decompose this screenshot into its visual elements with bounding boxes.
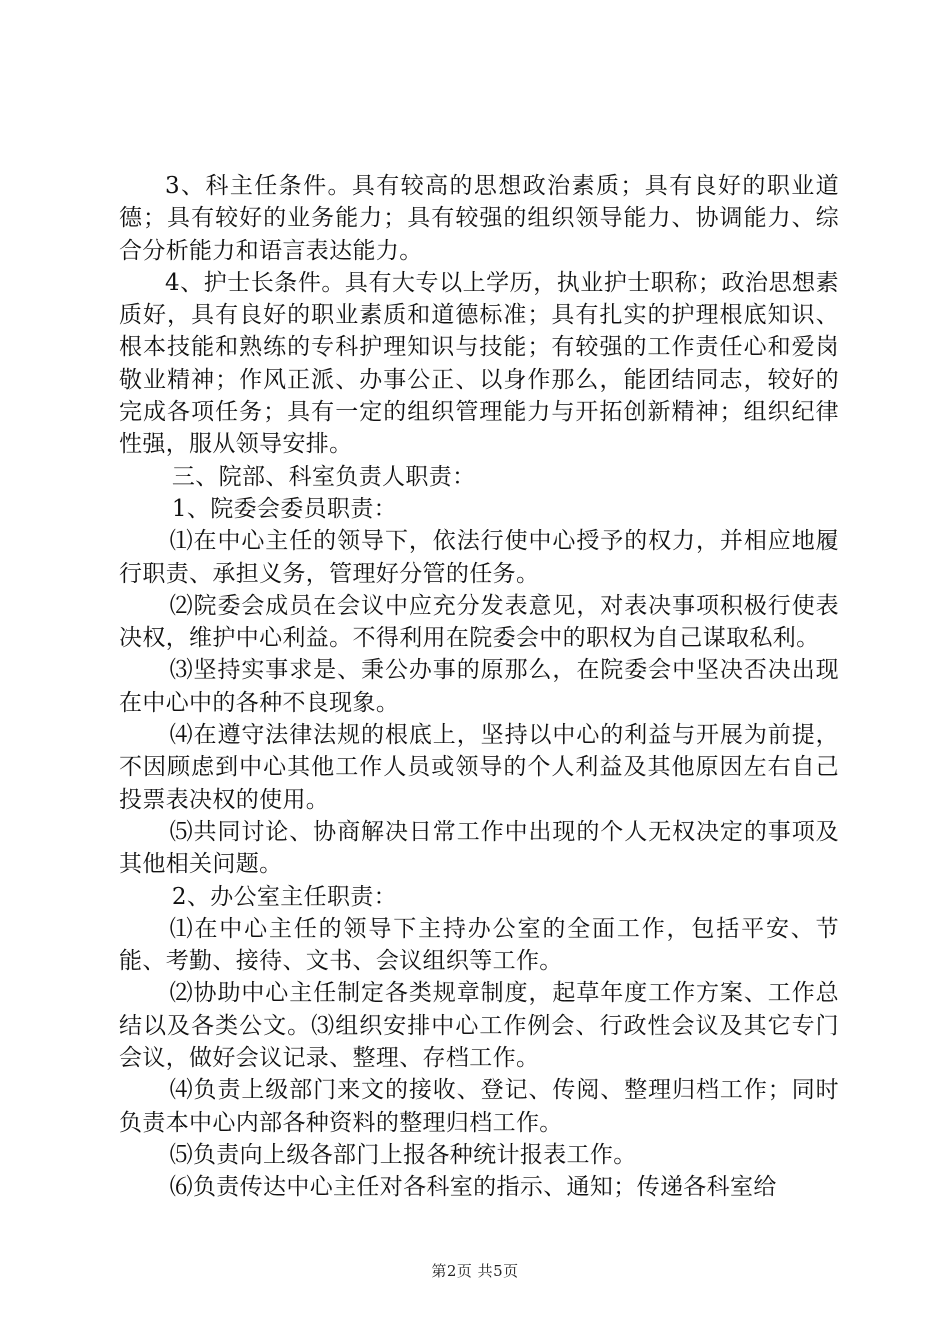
list-item: ⑷负责上级部门来文的接收、登记、传阅、整理归档工作；同时负责本中心内部各种资料的整理归档工作。 (119, 1077, 839, 1136)
section-heading-responsibilities: 三、院部、科室负责人职责： (171, 463, 476, 490)
paragraph-dept-head-conditions: 3、科主任条件。具有较高的思想政治素质；具有良好的职业道德；具有较好的业务能力；具有较强的组织领导能力、协调能力、综合分析能力和语言表达能力。 (119, 173, 839, 264)
page-number-footer: 第2页 共5页 (431, 1262, 519, 1280)
subheading-office-director-duties: 2、办公室主任职责： (171, 883, 398, 910)
list-item: ⑴在中心主任的领导下，依法行使中心授予的权力，并相应地履行职责、承担义务，管理好分管的任务。 (119, 528, 839, 587)
list-item: ⑵协助中心主任制定各类规章制度，起草年度工作方案、工作总结以及各类公文。⑶组织安排中心工作例会、行政性会议及其它专门会议，做好会议记录、整理、存档工作。 (119, 980, 839, 1072)
list-item: ⑸共同讨论、协商解决日常工作中出现的个人无权决定的事项及其他相关问题。 (119, 818, 839, 878)
list-item: ⑸负责向上级各部门上报各种统计报表工作。 (169, 1141, 637, 1168)
list-item: ⑷在遵守法律法规的根底上，坚持以中心的利益与开展为前提，不因顾虑到中心其他工作人员或领导的个人利益及其他原因左右自己投票表决权的使用。 (119, 722, 839, 813)
list-item: ⑵院委会成员在会议中应充分发表意见，对表决事项积极行使表决权，维护中心利益。不得利用在院委会中的职权为自己谋取私利。 (119, 592, 839, 652)
paragraph-head-nurse-conditions: 4、护士长条件。具有大专以上学历，执业护士职称；政治思想素质好，具有良好的职业素质和道德标准；具有扎实的护理根底知识、根本技能和熟练的专科护理知识与技能；有较强的工作责任心和爱岗敬业精神；作风正派、办事公正、以身作那么，能团结同志，较好的完成各项任务；具有一定的组织管理能力与开拓创新精神；组织纪律性强，服从领导安排。 (119, 269, 839, 458)
document-body (119, 170, 839, 1204)
list-item: ⑴在中心主任的领导下主持办公室的全面工作，包括平安、节能、考勤、接待、文书、会议组织等工作。 (119, 915, 839, 975)
list-item: ⑹负责传达中心主任对各科室的指示、通知；传递各科室给 (169, 1174, 777, 1201)
list-item: ⑶坚持实事求是、秉公办事的原那么，在院委会中坚决否决出现在中心中的各种不良现象。 (119, 657, 839, 716)
subheading-committee-duties: 1、院委会委员职责： (171, 495, 398, 522)
